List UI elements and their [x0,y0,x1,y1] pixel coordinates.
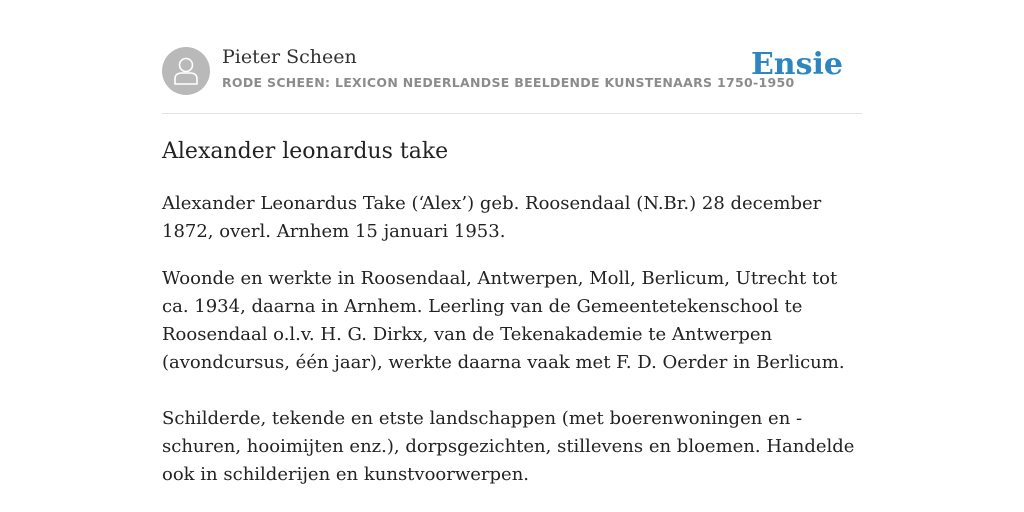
brand-logo[interactable]: Ensie [750,47,843,82]
header [162,0,862,114]
article-paragraph: Woonde en werkte in Roosendaal, Antwerpen, Moll, Berlicum, Utrecht tot ca. 1934, daarna in Arnhem. Leerling van de Gemeentetekenschool te Roosendaal o.l.v. H. G. Dirkx, van de Tekenakademie te Antwerpen (avondcursus, één jaar), werkte daarna vaak met F. D. Oerder in Berlicum. [162,268,845,373]
article-paragraph: Alexander Leonardus Take (‘Alex’) geb. Roosendaal (N.Br.) 28 december 1872, overl. Arnhem 15 januari 1953. [162,193,822,242]
author-avatar[interactable] [162,47,210,95]
user-icon [173,56,199,86]
article-title: Alexander leonardus take [162,139,449,164]
source-label[interactable]: RODE SCHEEN: LEXICON NEDERLANDSE BEELDENDE KUNSTENAARS 1750-1950 [222,75,795,90]
page-container [162,0,862,485]
author-name[interactable]: Pieter Scheen [222,46,357,68]
article-paragraph: Schilderde, tekende en etste landschappen (met boerenwoningen en -schuren, hooimijten enz.), dorpsgezichten, stillevens en bloemen. Handelde ook in schilderijen en kunstvoorwerpen. [162,408,855,485]
